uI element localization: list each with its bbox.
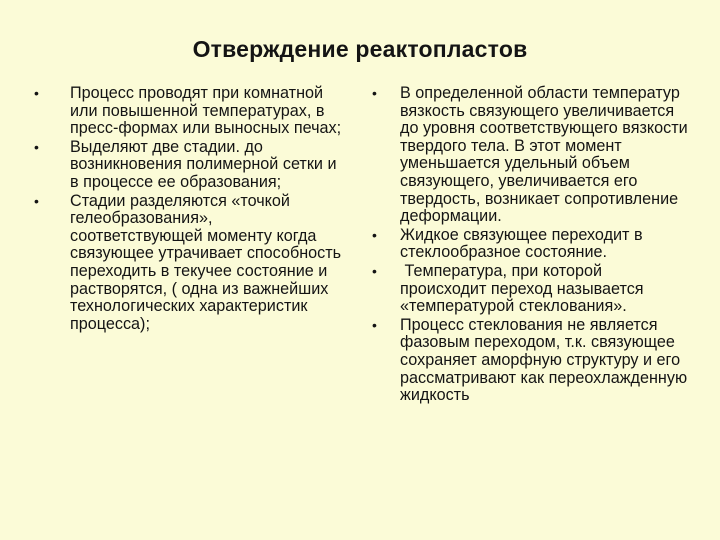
bullet-icon: • — [372, 262, 377, 279]
list-item — [372, 263, 692, 316]
bullet-icon: • — [34, 192, 39, 209]
slide-title: Отверждение реактопластов — [192, 36, 528, 62]
bullet-icon: • — [34, 85, 39, 101]
bullet-icon: • — [372, 85, 377, 101]
list-item — [34, 85, 344, 138]
list-item — [372, 317, 692, 405]
list-item — [372, 227, 692, 262]
list-item-text: Процесс стеклования не является фазовым переходом, т.к. связующее сохраняет аморфную структуру и его рассматривают как переохлажденную жидкость — [400, 315, 688, 405]
list-item — [372, 85, 692, 226]
list-item-text: В определенной области температур вязкость связующего увеличивается до уровня соответствующего вязкости твердого тела. В этот момент уменьшается удельный объем связующего, увеличивается его твердость, возникает сопротивление деформации. — [400, 84, 688, 226]
list-item-text: Температура, при которой происходит переход называется «температурой стеклования». — [400, 261, 649, 316]
bullet-icon: • — [372, 316, 377, 333]
list-item-text: Жидкое связующее переходит в стеклообразное состояние. — [400, 225, 643, 262]
list-item-text: Выделяют две стадии. до возникновения полимерной сетки и в процессе ее образования; — [70, 137, 337, 191]
list-item-text: Процесс проводят при комнатной или повышенной температурах, в пресс-формах или выносных печах; — [70, 84, 342, 138]
right-bullet-list — [372, 85, 692, 406]
list-item — [34, 139, 344, 192]
bullet-icon: • — [372, 226, 377, 243]
left-bullet-list — [34, 85, 344, 334]
bullet-icon: • — [34, 138, 39, 155]
list-item-text: Стадии разделяются «точкой гелеобразования», соответствующей моменту когда связующее утрачивает способность переходить в текучее состояние и растворятся, ( одна из важнейших технологических характеристик процесса); — [70, 191, 342, 333]
list-item — [34, 193, 344, 334]
